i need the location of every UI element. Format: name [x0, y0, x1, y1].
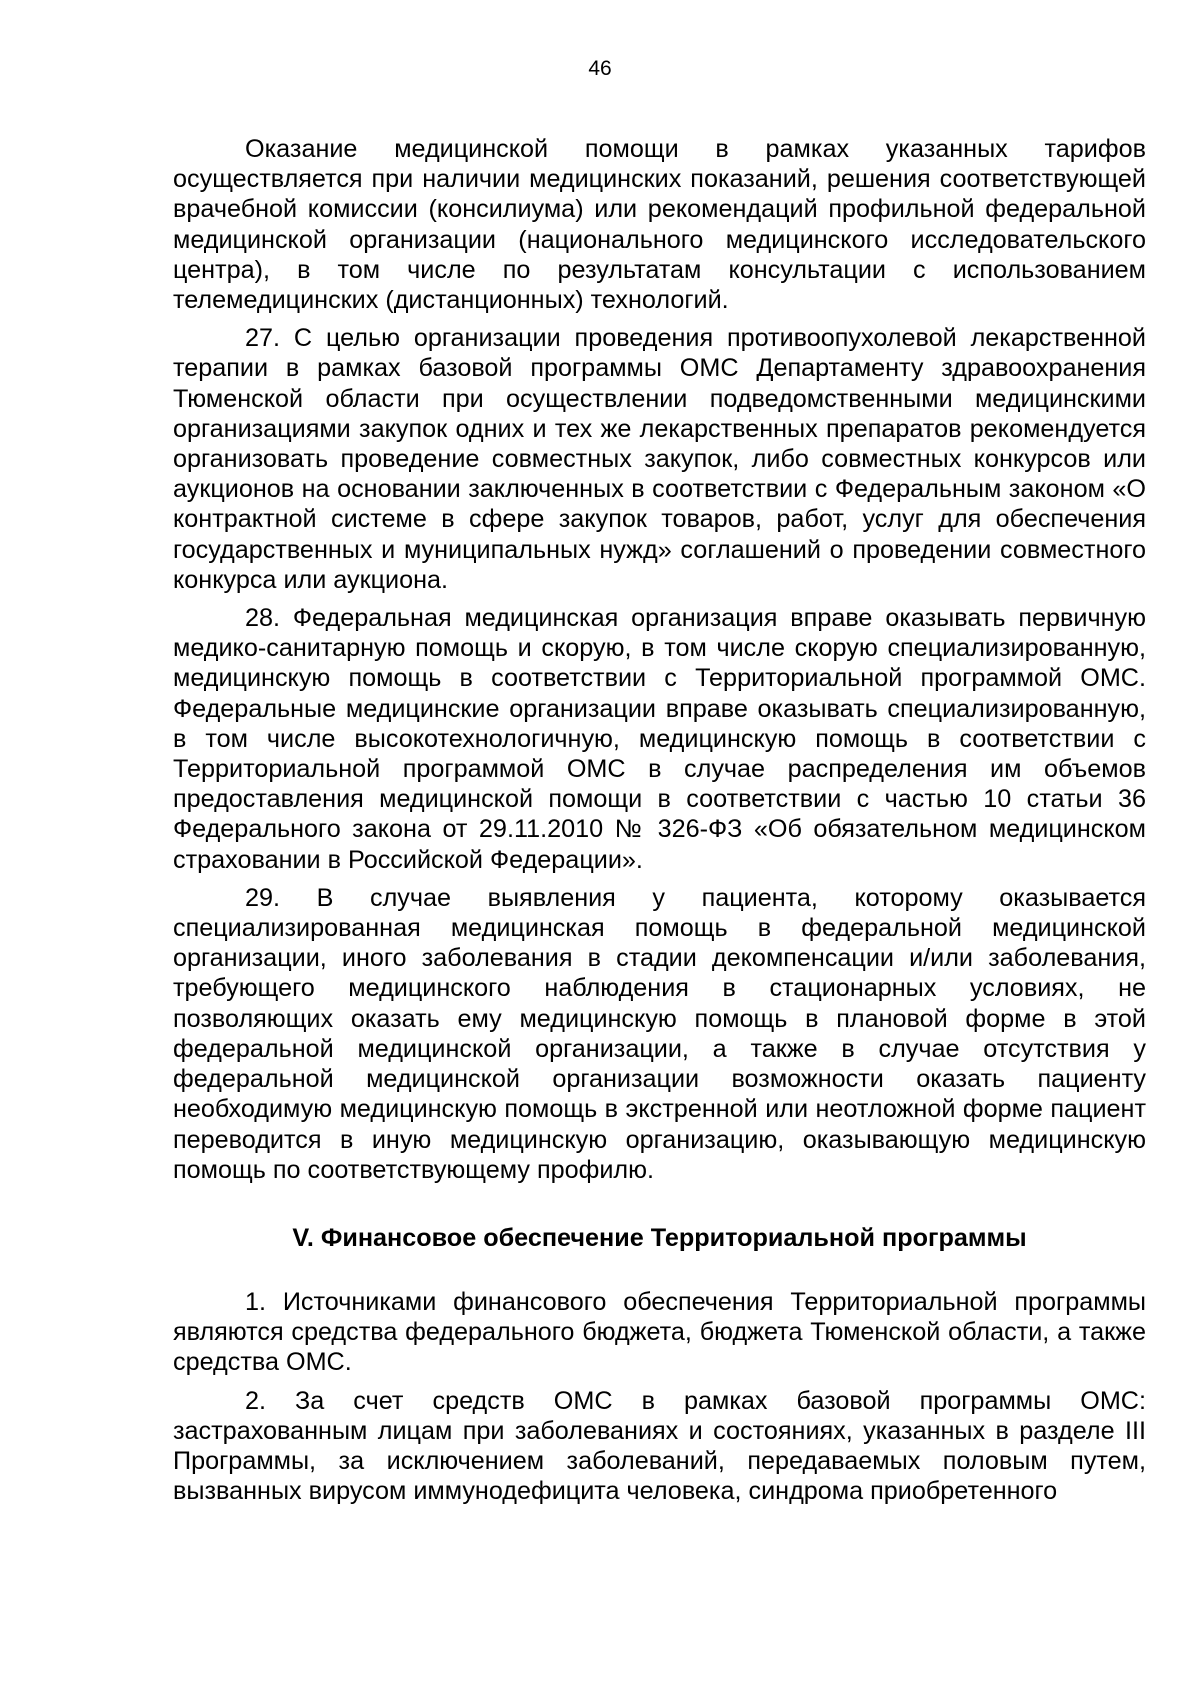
page-number: 46 [588, 57, 612, 80]
section-heading: V. Финансовое обеспечение Территориальной программы [292, 1223, 1027, 1252]
paragraph-section5-item2: 2. За счет средств ОМС в рамках базовой программы ОМС: застрахованным лицам при заболеваниях и состояниях, указанных в разделе III Программы, за исключением заболеваний, передаваемых половым путем, вызванных вирусом иммунодефицита человека, синдрома приобретенного [173, 1386, 1146, 1506]
document-body [173, 134, 1146, 1506]
paragraph-29: 29. В случае выявления у пациента, которому оказывается специализированная медицинская помощь в федеральной медицинской организации, иного заболевания в стадии декомпенсации и/или заболевания, требующего медицинского наблюдения в стационарных условиях, не позволяющих оказать ему медицинскую помощь в плановой форме в этой федеральной медицинской организации, а также в случае отсутствия у федеральной медицинской организации возможности оказать пациенту необходимую медицинскую помощь в экстренной или неотложной форме пациент переводится в иную медицинскую организацию, оказывающую медицинскую помощь по соответствующему профилю. [173, 883, 1146, 1184]
paragraph-telemedicine-tariffs: Оказание медицинской помощи в рамках указанных тарифов осуществляется при наличии медицинских показаний, решения соответствующей врачебной комиссии (консилиума) или рекомендаций профильной федеральной медицинской организации (национального медицинского исследовательского центра), в том числе по результатам консультации с использованием телемедицинских (дистанционных) технологий. [173, 135, 1146, 315]
paragraph-28: 28. Федеральная медицинская организация вправе оказывать первичную медико-санитарную помощь и скорую, в том числе скорую специализированную, медицинскую помощь в соответствии с Территориальной программой ОМС. Федеральные медицинские организации вправе оказывать специализированную, в том числе высокотехнологичную, медицинскую помощь в соответствии с Территориальной программой ОМС в случае распределения им объемов предоставления медицинской помощи в соответствии с частью 10 статьи 36 Федерального закона от 29.11.2010 № 326-ФЗ «Об обязательном медицинском страховании в Российской Федерации». [173, 604, 1146, 874]
paragraph-27: 27. С целью организации проведения противоопухолевой лекарственной терапии в рамках базовой программы ОМС Департаменту здравоохранения Тюменской области при осуществлении подведомственными медицинскими организациями закупок одних и тех же лекарственных препаратов рекомендуется организовать проведение совместных закупок, либо совместных конкурсов или аукционов на основании заключенных в соответствии с Федеральным законом «О контрактной системе в сфере закупок товаров, работ, услуг для обеспечения государственных и муниципальных нужд» соглашений о проведении совместного конкурса или аукциона. [173, 324, 1146, 594]
paragraph-section5-item1: 1. Источниками финансового обеспечения Территориальной программы являются средства федерального бюджета, бюджета Тюменской области, а также средства ОМС. [173, 1287, 1146, 1377]
